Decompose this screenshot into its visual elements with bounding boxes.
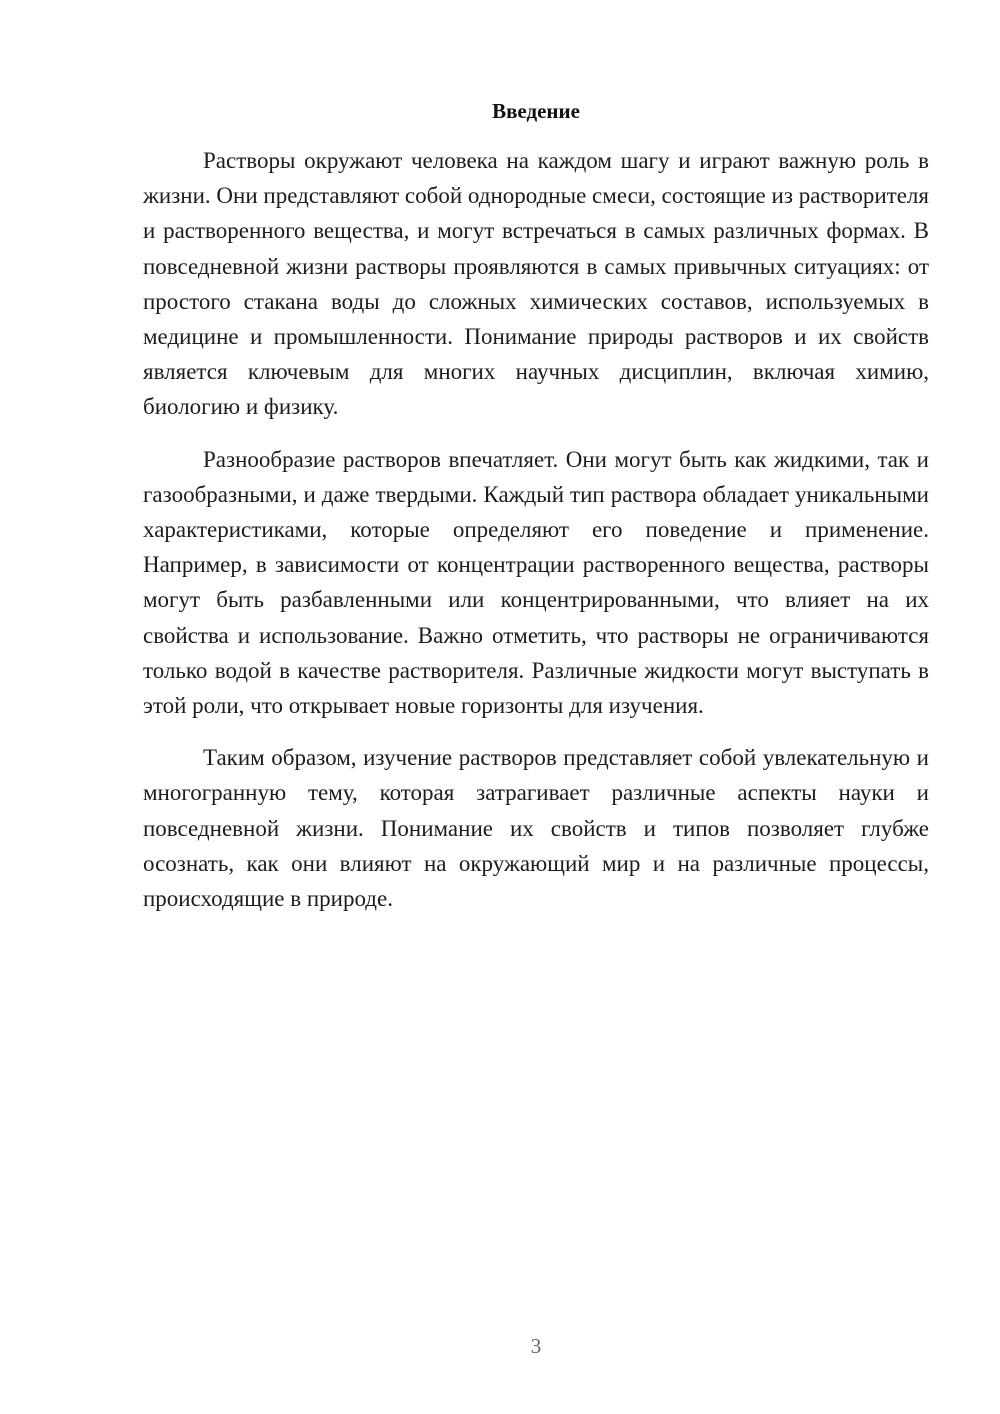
- body-text: [143, 143, 929, 933]
- paragraph-2: Разнообразие растворов впечатляет. Они могут быть как жидкими, так и газообразными, и даже твердыми. Каждый тип раствора обладает уникальными характеристиками, которые определяют его поведение и применение. Например, в зависимости от концентрации растворенного вещества, растворы могут быть разбавленными или концентрированными, что влияет на их свойства и использование. Важно отметить, что растворы не ограничиваются только водой в качестве растворителя. Различные жидкости могут выступать в этой роли, что открывает новые горизонты для изучения.: [143, 446, 929, 719]
- paragraph-1: Растворы окружают человека на каждом шагу и играют важную роль в жизни. Они представляют собой однородные смеси, состоящие из растворителя и растворенного вещества, и могут встречаться в самых различных формах. В повседневной жизни растворы проявляются в самых привычных ситуациях: от простого стакана воды до сложных химических составов, используемых в медицине и промышленности. Понимание природы растворов и их свойств является ключевым для многих научных дисциплин, включая химию, биологию и физику.: [143, 148, 929, 420]
- page-number: 3: [530, 1334, 542, 1358]
- paragraph-3: Таким образом, изучение растворов представляет собой увлекательную и многогранную тему, которая затрагивает различные аспекты науки и повседневной жизни. Понимание их свойств и типов позволяет глубже осознать, как они влияют на окружающий мир и на различные процессы, происходящие в природе.: [143, 745, 929, 912]
- section-heading: Введение: [492, 99, 580, 123]
